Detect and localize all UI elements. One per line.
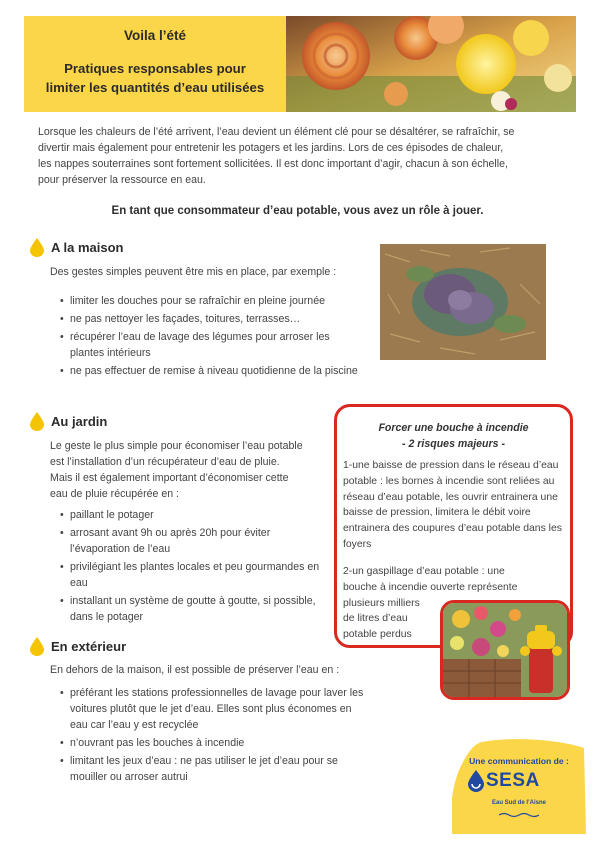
list-item: • préférant les stations professionnelles de lavage pour laver les voitures plutôt que le jet d’eau. Elles sont plus économes en eau car l’eau y est recyclée	[60, 685, 364, 733]
risk-pressure-text: 1-une baisse de pression dans le réseau d’eau potable : les bornes à incendie sont reliées au réseau d’eau potable, les ouvrir entrainera une baisse de pression, limitera le débit voire entrainera des coupures d’eau potable dans les foyers	[343, 460, 562, 550]
section-exterieur-title: En extérieur	[51, 639, 127, 654]
section-jardin-list	[60, 507, 330, 627]
list-item: • ne pas nettoyer les façades, toitures, terrasses…	[60, 311, 360, 327]
section-exterieur-heading	[30, 637, 126, 656]
list-item: • arrosant avant 9h ou après 20h pour éviter l’évaporation de l’eau	[60, 525, 330, 557]
list-item: • installant un système de goutte à goutte, si possible, dans le potager	[60, 593, 330, 625]
list-item: • limitant les jeux d’eau : ne pas utiliser le jet d’eau pour se mouiller ou arroser autrui	[60, 753, 364, 785]
intro-paragraph: Lorsque les chaleurs de l’été arrivent, l’eau devient un élément clé pour se désaltérer, se rafraîchir, se divertir mais également pour entretenir les potagers et les jardins. Lors de ces épisodes de chaleur, les nappes souterraines sont fortement sollicitées. Il est donc important d’agir, chacun à son échelle, pour préserver la ressource en eau.	[38, 126, 515, 186]
section-maison-heading	[30, 238, 123, 257]
section-maison-list	[60, 293, 360, 381]
list-item: • n’ouvrant pas les bouches à incendie	[60, 735, 364, 751]
section-jardin-title: Au jardin	[51, 414, 108, 429]
list-item: • récupérer l’eau de lavage des légumes pour arroser les plantes intérieurs	[60, 329, 360, 361]
fire-hydrant-photo	[440, 600, 570, 700]
page-title: Voila l’été	[123, 28, 187, 43]
section-jardin-heading	[30, 412, 107, 431]
section-exterieur-list	[60, 685, 364, 787]
section-maison-lead: Des gestes simples peuvent être mis en place, par exemple :	[50, 266, 337, 278]
water-drop-icon	[468, 770, 484, 792]
key-message: En tant que consommateur d’eau potable, vous avez un rôle à jouer.	[111, 205, 484, 217]
header-banner	[24, 16, 286, 112]
brand-tagline: Eau Sud de l’Aisne	[491, 800, 546, 806]
list-item: • privilégiant les plantes locales et peu gourmandes en eau	[60, 559, 330, 591]
flowers-photo	[286, 16, 576, 112]
risk-waste-text: 2-un gaspillage d’eau potable : une bouche à incendie ouverte représente plusieurs milliers de litres d’eau potable perdus	[343, 566, 518, 641]
water-drop-icon	[30, 412, 44, 431]
water-drop-icon	[30, 238, 44, 257]
warning-title: Forcer une bouche à incendie - 2 risques majeurs -	[378, 422, 529, 450]
page-subtitle: Pratiques responsables pour limiter les quantités d’eau utilisées	[45, 61, 265, 95]
cabbage-mulch-photo	[380, 244, 546, 360]
section-maison-title: A la maison	[51, 240, 124, 255]
water-drop-icon	[30, 637, 44, 656]
section-exterieur-lead: En dehors de la maison, il est possible de préserver l’eau en :	[50, 664, 340, 676]
list-item: • limiter les douches pour se rafraîchir en pleine journée	[60, 293, 360, 309]
list-item: • paillant le potager	[60, 507, 330, 523]
brand-label: Une communication de :	[469, 756, 569, 766]
list-item: • ne pas effectuer de remise à niveau quotidienne de la piscine	[60, 363, 360, 379]
brand-block	[452, 738, 586, 834]
sesa-logo	[468, 770, 540, 792]
section-jardin-lead: Le geste le plus simple pour économiser l’eau potable est l’installation d’un récupérateur d’eau de pluie. Mais il est également important d’économiser cette eau de pluie récupérée en :	[50, 440, 303, 500]
wave-icon	[499, 812, 539, 818]
brand-name: SESA	[486, 770, 540, 791]
